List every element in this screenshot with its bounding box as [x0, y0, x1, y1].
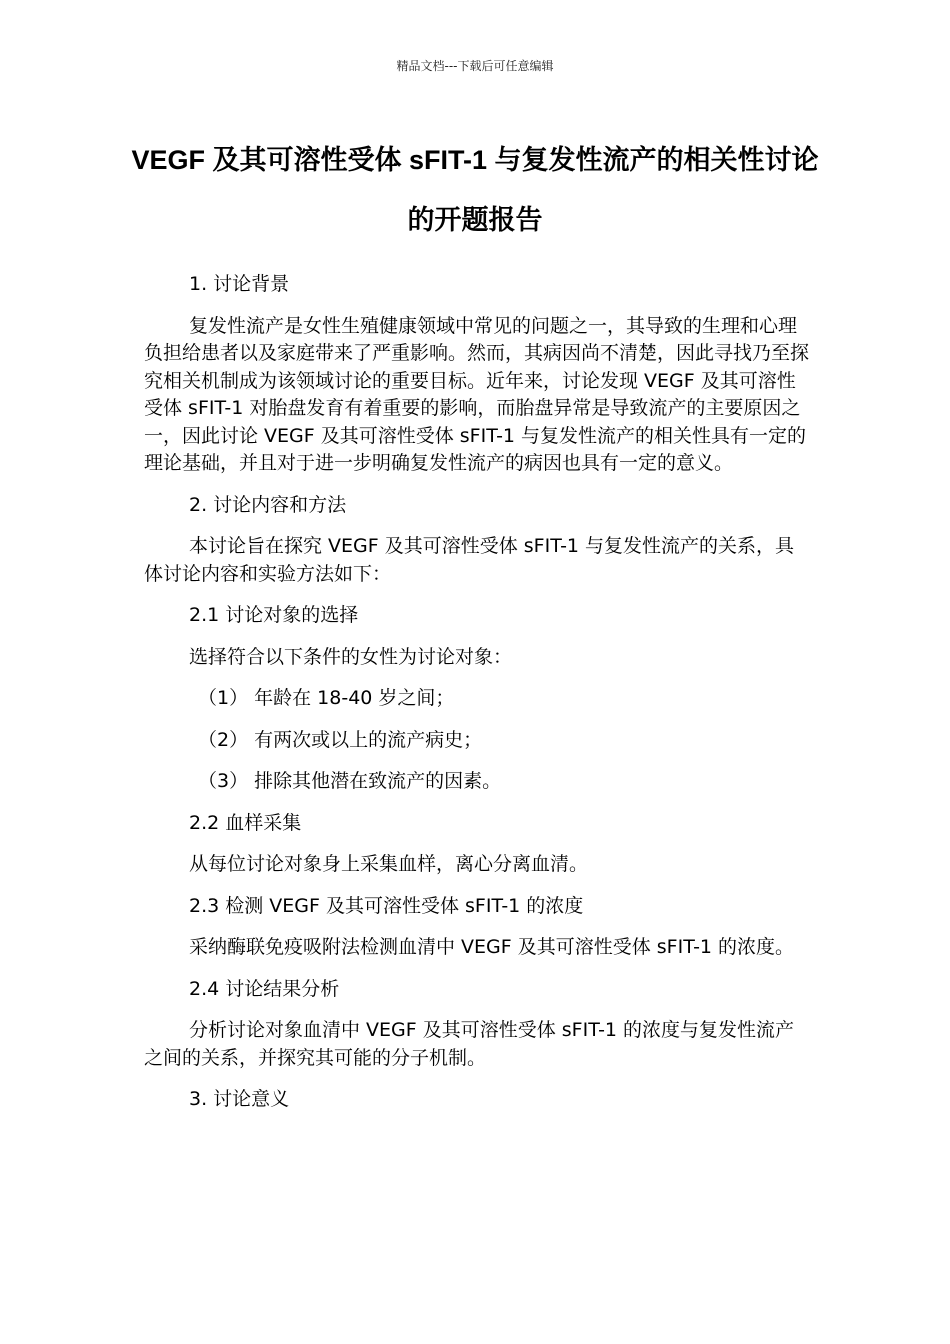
document-body: [144, 271, 812, 1128]
subsection-heading-detection: 2.3 检测 VEGF 及其可溶性受体 sFIT-1 的浓度: [189, 894, 584, 917]
paragraph-detection: 采纳酶联免疫吸附法检测血清中 VEGF 及其可溶性受体 sFIT-1 的浓度。: [189, 936, 795, 958]
section-heading-content-methods: 2. 讨论内容和方法: [189, 493, 347, 516]
criteria-item-2: （2） 有两次或以上的流产病史；: [198, 728, 483, 751]
subsection-heading-blood-sampling: 2.2 血样采集: [189, 811, 302, 834]
criteria-item-3: （3） 排除其他潜在致流产的因素。: [198, 770, 502, 792]
paragraph-content-intro: 本讨论旨在探究 VEGF 及其可溶性受体 sFIT-1 与复发性流产的关系，具体讨论内容和实验方法如下：: [144, 535, 795, 585]
paragraph-analysis: 分析讨论对象血清中 VEGF 及其可溶性受体 sFIT-1 的浓度与复发性流产之间的关系，并探究其可能的分子机制。: [144, 1019, 795, 1069]
criteria-item-1: （1） 年龄在 18-40 岁之间；: [198, 687, 455, 709]
paragraph-subject-criteria: 选择符合以下条件的女性为讨论对象：: [189, 645, 513, 668]
document-title: VEGF 及其可溶性受体 sFIT-1 与复发性流产的相关性讨论的开题报告: [131, 145, 819, 235]
section-heading-significance: 3. 讨论意义: [189, 1088, 290, 1110]
subsection-heading-subjects: 2.1 讨论对象的选择: [189, 604, 359, 626]
paragraph-background: 复发性流产是女性生殖健康领域中常见的问题之一，其导致的生理和心理负担给患者以及家庭带来了严重影响。然而，其病因尚不清楚，因此寻找乃至探究相关机制成为该领域讨论的重要目标。近年来，讨论发现 VEGF 及其可溶性受体 sFIT-1 对胎盘发育有着重要的影响，而胎盘异常是导致流产的主要原因之一，因此讨论 VEGF 及其可溶性受体 sFIT-1 与复发性流产的相关性具有一定的理论基础，并且对于进一步明确复发性流产的病因也具有一定的意义。: [144, 314, 810, 474]
header-note: 精品文档---下载后可任意编辑: [396, 59, 554, 73]
subsection-heading-analysis: 2.4 讨论结果分析: [189, 977, 340, 1000]
section-heading-background: 1. 讨论背景: [189, 273, 290, 295]
paragraph-blood-sampling: 从每位讨论对象身上采集血样，离心分离血清。: [189, 853, 589, 875]
